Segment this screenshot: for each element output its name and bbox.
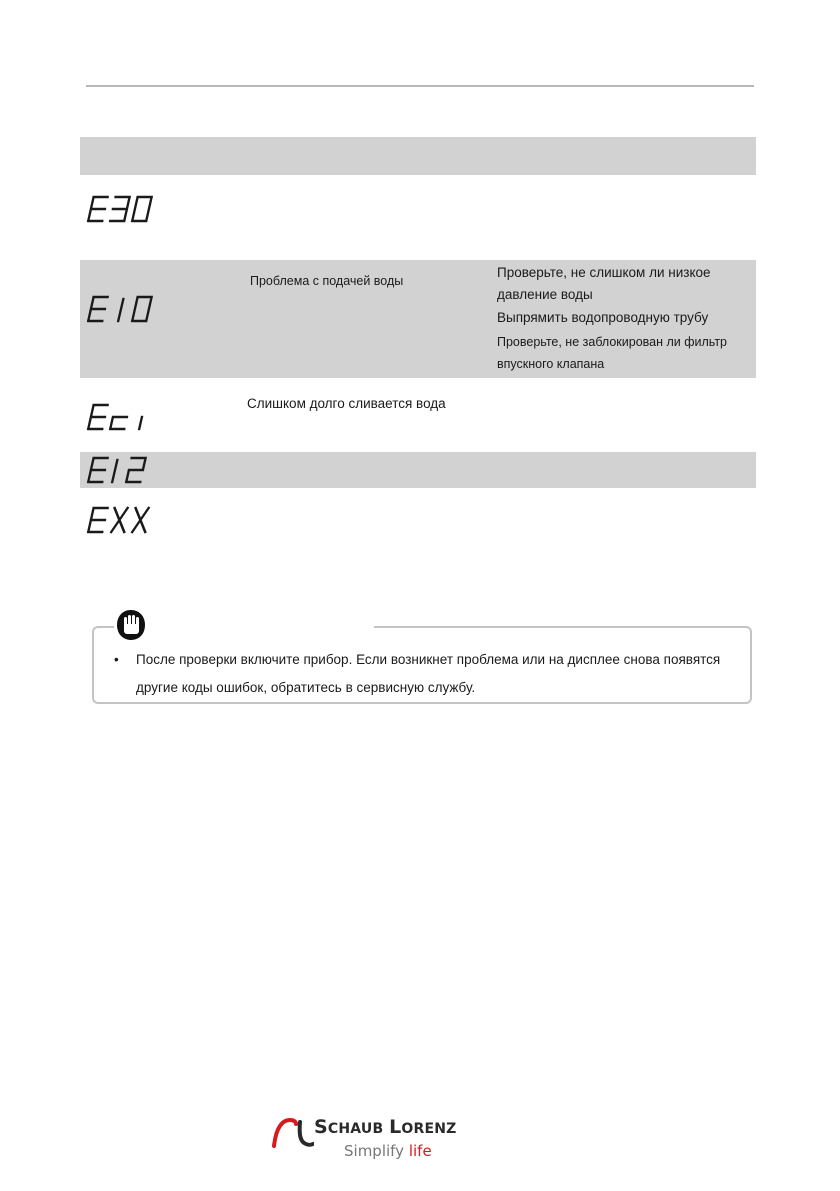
e10-solution-1: Проверьте, не слишком ли низкое давление воды [497,265,711,302]
e10-problem-text: Проблема с подачей воды [250,274,404,288]
table-row-e12 [80,452,756,488]
e21-problem-text: Слишком долго сливается вода [247,396,446,411]
brand-mark-icon [270,1112,314,1162]
brand-name: SCHAUB LORENZ [314,1116,457,1138]
brand-logo [270,1112,540,1168]
header-divider [86,85,754,87]
error-code-e21 [85,395,155,435]
e10-solution-2: Выпрямить водопроводную трубу [497,310,709,325]
table-row-e30 [80,175,756,260]
table-header-row [80,137,756,175]
note-body-text: После проверки включите прибор. Если возникнет проблема или на дисплее снова появятся другие коды ошибок, обратитесь в сервисную службу. [136,652,721,695]
error-code-e12 [85,448,155,488]
e10-solution-3: Проверьте, не заблокирован ли фильтр впускного клапана [497,335,728,371]
stop-hand-icon [116,609,146,641]
error-code-e10 [85,287,155,327]
table-row-e10 [80,260,756,378]
note-bullet: • [114,652,119,667]
brand-tagline: Simplify life [344,1142,432,1160]
error-code-e30 [85,187,155,227]
table-row-e21 [80,382,756,452]
error-code-exx [85,498,155,538]
table-row-exx [80,488,756,550]
